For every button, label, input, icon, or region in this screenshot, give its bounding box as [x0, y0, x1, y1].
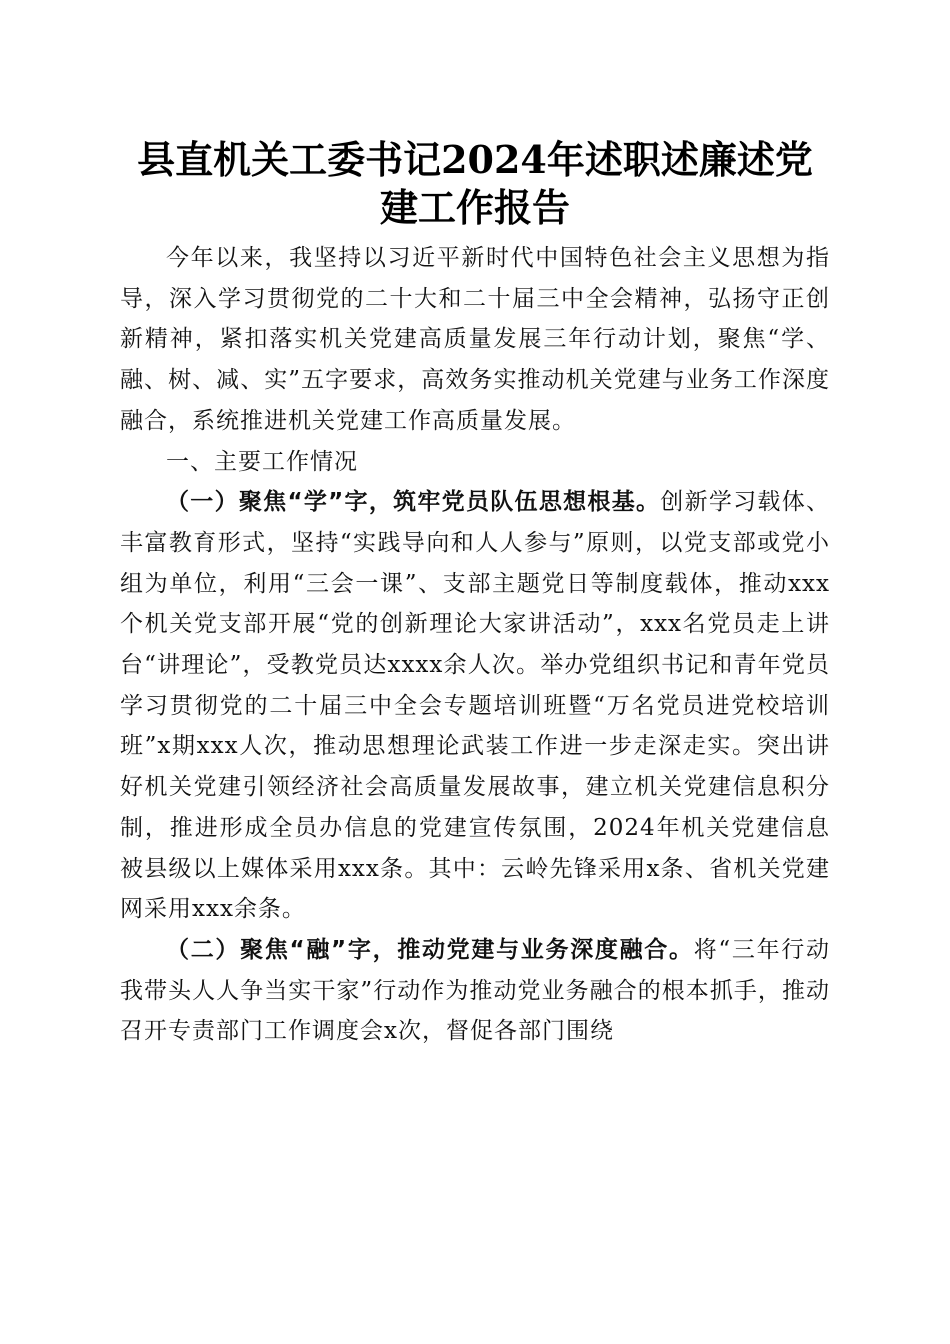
intro-paragraph: 今年以来，我坚持以习近平新时代中国特色社会主义思想为指导，深入学习贯彻党的二十大和二十届三中全会精神，弘扬守正创新精神，紧扣落实机关党建高质量发展三年行动计划，聚焦“学、融、树、减、实”五字要求，高效务实推动机关党建与业务工作深度融合，系统推进机关党建工作高质量发展。 [120, 245, 830, 434]
subheading-integration: （二）聚焦“融”字，推动党建与业务深度融合。 [166, 936, 694, 963]
subheading-study: （一）聚焦“学”字，筑牢党员队伍思想根基。 [166, 489, 661, 516]
paragraph-integration-text: 将“三年行动我带头人人争当实干家”行动作为推动党业务融合的根本抓手，推动召开专责部门工作调度会x次，督促各部门围绕 [120, 936, 830, 1045]
paragraph-integration [120, 930, 830, 1052]
paragraph-study [120, 482, 830, 930]
document-body [120, 238, 830, 1052]
document-title: 县直机关工委书记2024年述职述廉述党建工作报告 [137, 137, 813, 230]
section-heading-main-work: 一、主要工作情况 [166, 448, 358, 475]
paragraph-study-text: 创新学习载体、丰富教育形式，坚持“实践导向和人人参与”原则，以党支部或党小组为单位，利用“三会一课”、支部主题党日等制度载体，推动xxx个机关党支部开展“党的创新理论大家讲活动”，xxx名党员走上讲台“讲理论”，受教党员达xxxx余人次。举办党组织书记和青年党员学习贯彻党的二十届三中全会专题培训班暨“万名党员进党校培训班”x期xxx人次，推动思想理论武装工作进一步走深走实。突出讲好机关党建引领经济社会高质量发展故事，建立机关党建信息积分制，推进形成全员办信息的党建宣传氛围，2024年机关党建信息被县级以上媒体采用xxx条。其中：云岭先锋采用x条、省机关党建网采用xxx余条。 [120, 489, 831, 923]
